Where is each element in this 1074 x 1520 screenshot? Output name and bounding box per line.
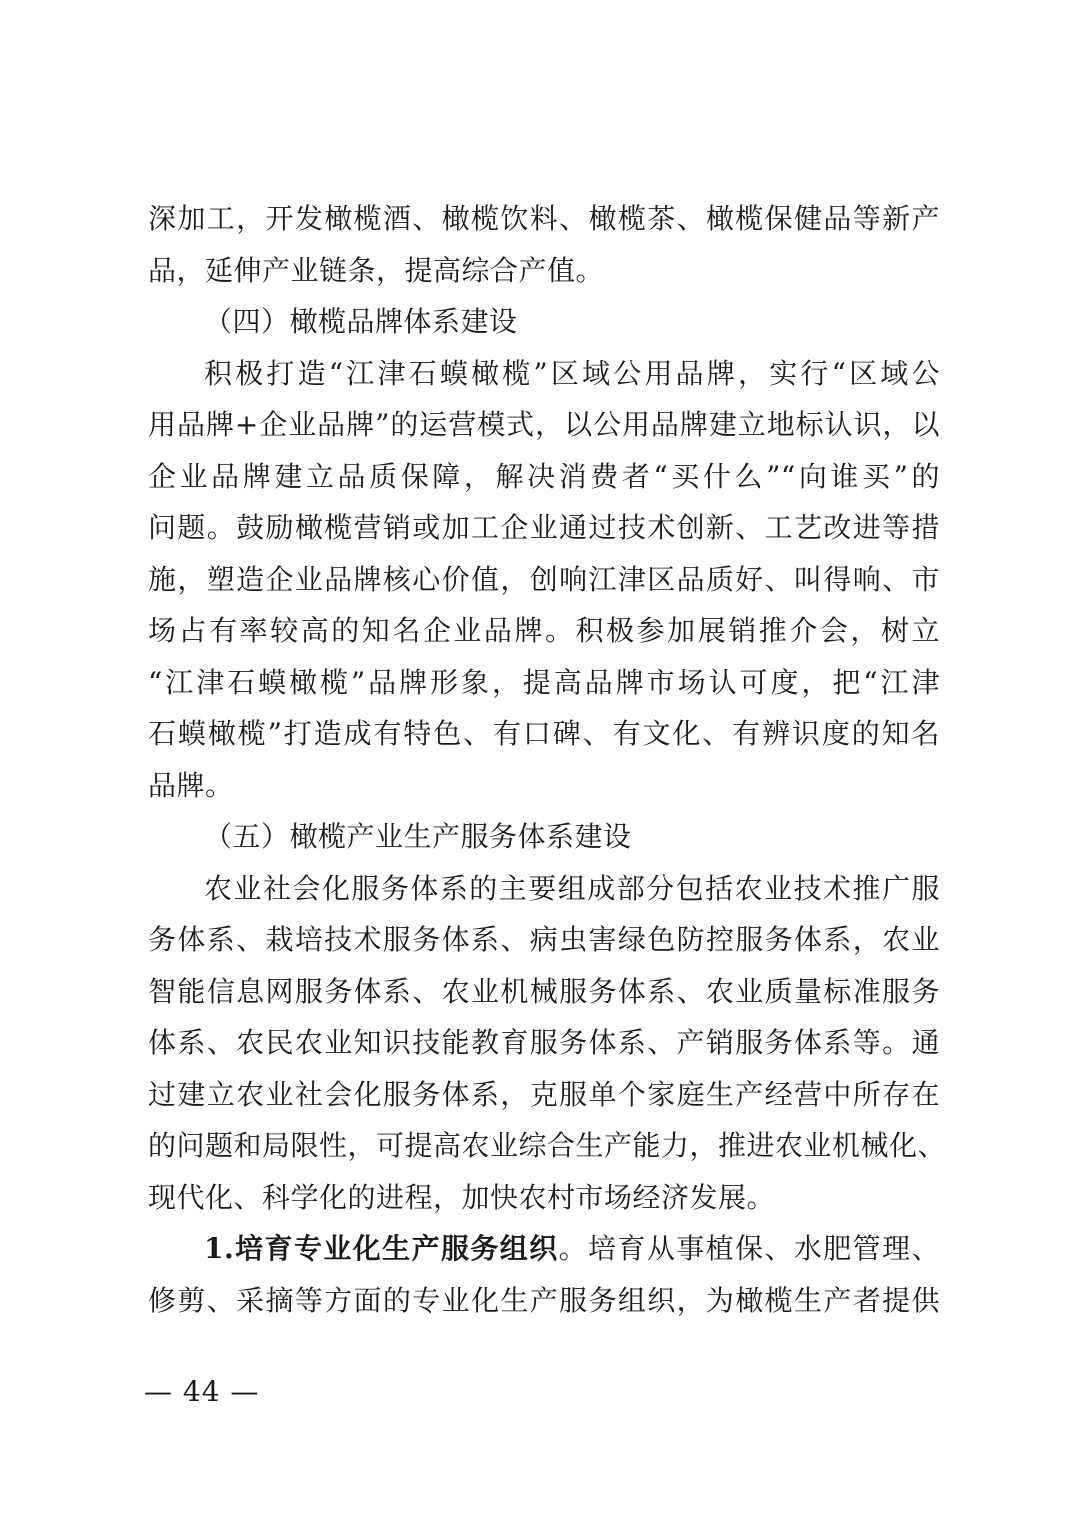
paragraph-line: 用品牌+企业品牌”的运营模式，以公用品牌建立地标认识，以 [148,408,940,441]
paragraph-line: 问题。鼓励橄榄营销或加工企业通过技术创新、工艺改进等措 [148,511,940,544]
paragraph-line: 石蟆橄榄”打造成有特色、有口碑、有文化、有辨识度的知名 [148,717,940,750]
section-heading-5: （五）橄榄产业生产服务体系建设 [204,820,632,853]
paragraph-line: 深加工，开发橄榄酒、橄榄饮料、橄榄茶、橄榄保健品等新产 [148,202,940,235]
paragraph-line: 农业社会化服务体系的主要组成部分包括农业技术推广服 [204,871,940,905]
paragraph-line: 务体系、栽培技术服务体系、病虫害绿色防控服务体系，农业 [148,923,940,956]
paragraph-line: 品牌。 [148,768,234,802]
paragraph-line: 过建立农业社会化服务体系，克服单个家庭生产经营中所存在 [148,1077,940,1111]
body-text [148,193,947,1326]
paragraph-line: “江津石蟆橄榄”品牌形象，提高品牌市场认可度，把“江津 [148,665,940,699]
paragraph-line: 施，塑造企业品牌核心价值，创响江津区品质好、叫得响、市 [148,562,940,596]
paragraph-line: 的问题和局限性，可提高农业综合生产能力，推进农业机械化、 [148,1129,947,1162]
item-1-text: 。培育从事植保、水肥管理、 [558,1232,940,1265]
page-number: — 44 — [144,1375,260,1408]
section-heading-4: （四）橄榄品牌体系建设 [204,305,518,338]
paragraph-line: 积极打造“江津石蟆橄榄”区域公用品牌，实行“区域公 [204,356,940,390]
item-1-line [148,1223,940,1275]
paragraph-line: 体系、农民农业知识技能教育服务体系、产销服务体系等。通 [148,1026,940,1059]
paragraph-line: 现代化、科学化的进程，加快农村市场经济发展。 [148,1180,776,1214]
paragraph-line: 企业品牌建立品质保障，解决消费者“买什么”“向谁买”的 [148,459,940,493]
paragraph-line: 智能信息网服务体系、农业机械服务体系、农业质量标准服务 [148,974,940,1008]
paragraph-line: 品，延伸产业链条，提高综合产值。 [148,253,605,287]
paragraph-line: 修剪、采摘等方面的专业化生产服务组织，为橄榄生产者提供 [148,1283,940,1317]
paragraph-line: 场占有率较高的知名企业品牌。积极参加展销推介会，树立 [148,614,940,647]
item-1-title: 1.培育专业化生产服务组织 [204,1232,559,1265]
